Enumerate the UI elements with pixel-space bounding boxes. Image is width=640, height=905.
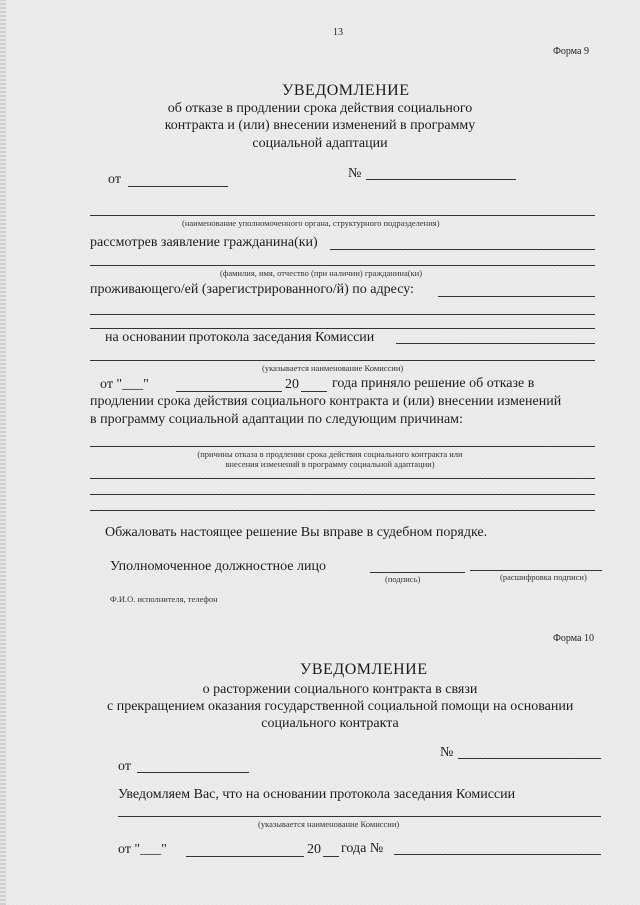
form9-residing-label: проживающего/ей (зарегистрированного/й) по адресу:	[90, 282, 414, 297]
form10-subtitle-2: с прекращением оказания государственной социальной помощи на основании	[107, 699, 574, 714]
form9-commission-field	[396, 343, 595, 344]
form10-date-field	[186, 856, 304, 857]
form10-year-prefix: 20	[307, 842, 321, 857]
form9-applicant-line	[90, 265, 595, 266]
form9-subtitle-2: контракта и (или) внесении изменений в программу	[164, 118, 476, 133]
form9-label: Форма 9	[553, 46, 589, 57]
form10-notify-text: Уведомляем Вас, что на основании протокола заседания Комиссии	[118, 787, 516, 802]
form9-reasons-line-4	[90, 510, 595, 511]
form9-decoding-field	[470, 570, 602, 571]
form10-number-line	[394, 854, 601, 855]
form9-year-field	[301, 391, 327, 392]
form9-caption-reasons-1: (причины отказа в продлении срока действия социального контракта или	[197, 449, 463, 459]
form9-applicant-field	[330, 249, 595, 250]
form10-subtitle-1: о расторжении социального контракта в связи	[202, 682, 478, 697]
form10-year-field	[323, 856, 339, 857]
form9-official-label: Уполномоченное должностное лицо	[110, 559, 326, 574]
form9-title: УВЕДОМЛЕНИЕ	[282, 82, 410, 99]
form10-from-field	[137, 772, 249, 773]
form10-number-label: №	[440, 745, 454, 760]
form9-caption-decoding: (расшифровка подписи)	[500, 572, 587, 582]
form10-commission-line	[118, 816, 601, 817]
form9-decision-line-2: продлении срока действия социального контракта и (или) внесении изменений	[90, 394, 562, 409]
form9-commission-line	[90, 360, 595, 361]
page-number: 13	[333, 27, 343, 38]
form10-date-from: от "___"	[118, 842, 167, 857]
form9-address-line-2	[90, 328, 595, 329]
form9-decision-line-1: года приняло решение об отказе в	[332, 376, 535, 391]
form9-number-field	[366, 179, 516, 180]
form9-caption-fio: (фамилия, имя, отчество (при наличии) гражданина(ки)	[220, 268, 423, 278]
form9-caption-authority: (наименование уполномоченного органа, структурного подразделения)	[182, 218, 440, 228]
form9-from-label: от	[108, 172, 121, 187]
form9-address-field	[438, 296, 595, 297]
form10-caption-commission: (указывается наименование Комиссии)	[258, 819, 400, 829]
form9-appeal-text: Обжаловать настоящее решение Вы вправе в судебном порядке.	[105, 525, 488, 540]
form9-reasons-line-3	[90, 494, 595, 495]
form9-date-from: от "___"	[100, 377, 149, 392]
form9-from-field	[128, 186, 228, 187]
scan-edge	[0, 0, 6, 905]
form9-subtitle-3: социальной адаптации	[252, 136, 388, 151]
form9-caption-commission: (указывается наименование Комиссии)	[262, 363, 404, 373]
form9-subtitle-1: об отказе в продлении срока действия социального	[167, 101, 473, 116]
form10-from-label: от	[118, 759, 131, 774]
form10-subtitle-3: социального контракта	[261, 716, 399, 731]
form10-title: УВЕДОМЛЕНИЕ	[300, 661, 428, 678]
form9-protocol-label: на основании протокола заседания Комиссии	[105, 330, 375, 345]
form10-year-suffix: года №	[341, 841, 384, 856]
form9-authority-line	[90, 215, 595, 216]
form9-address-line-1	[90, 314, 595, 315]
form9-caption-reasons-2: внесения изменений в программу социальной адаптации)	[225, 459, 435, 469]
form9-caption-signature: (подпись)	[385, 574, 421, 584]
form9-considered-label: рассмотрев заявление гражданина(ки)	[90, 235, 318, 250]
form9-date-field	[176, 391, 282, 392]
form9-year-prefix: 20	[285, 377, 299, 392]
form9-decision-line-3: в программу социальной адаптации по следующим причинам:	[90, 412, 463, 427]
form10-label: Форма 10	[553, 633, 594, 644]
form9-signature-field	[370, 572, 465, 573]
form9-number-label: №	[348, 166, 362, 181]
form9-executor-label: Ф.И.О. исполнителя, телефон	[110, 594, 218, 604]
form10-number-field	[458, 758, 601, 759]
form9-reasons-line-1	[90, 446, 595, 447]
form9-reasons-line-2	[90, 478, 595, 479]
